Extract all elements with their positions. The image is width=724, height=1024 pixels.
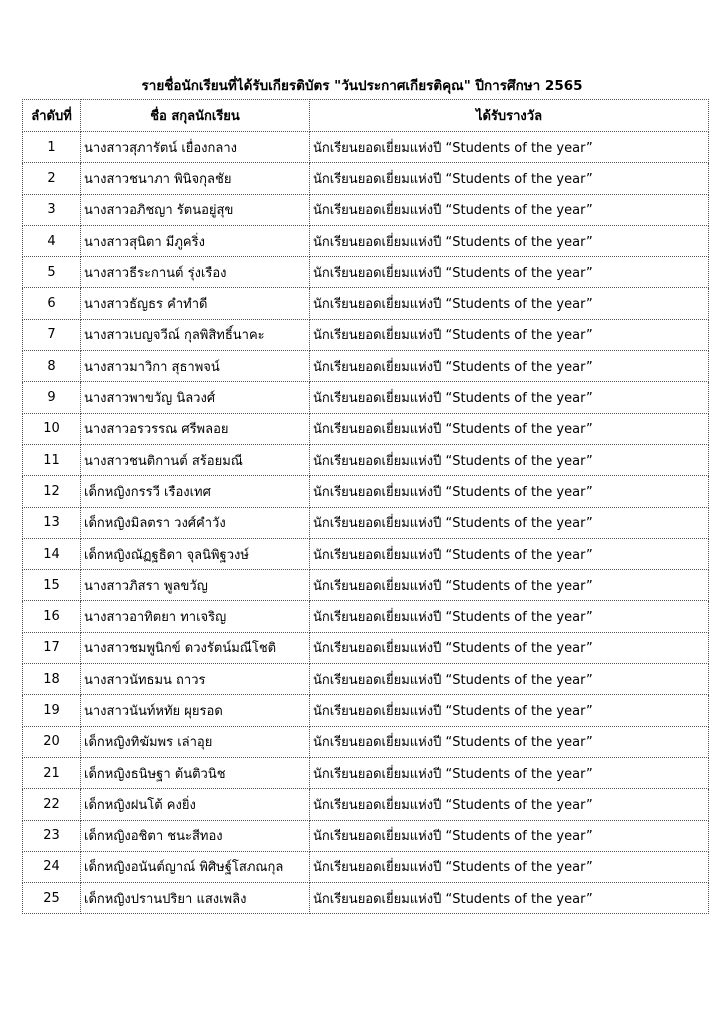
table-row (23, 132, 709, 163)
student-name: เด็กหญิงฝนโต้ คงยิ่ง (81, 789, 310, 820)
award-text: นักเรียนยอดเยี่ยมแห่งปี “Students of the year” (310, 413, 709, 444)
table-row (23, 163, 709, 194)
table-row (23, 601, 709, 632)
award-text: นักเรียนยอดเยี่ยมแห่งปี “Students of the year” (310, 319, 709, 350)
row-number: 6 (23, 288, 81, 319)
student-name: เด็กหญิงมิลตรา วงศ์คำวัง (81, 507, 310, 538)
table-row (23, 444, 709, 475)
student-name: นางสาวเบญจวีณ์ กุลพิสิทธิ์นาคะ (81, 319, 310, 350)
row-number: 1 (23, 132, 81, 163)
student-name: นางสาวมาวิกา สุธาพจน์ (81, 351, 310, 382)
student-name: เด็กหญิงณัฏฐธิดา จุลนิพิฐวงษ์ (81, 538, 310, 569)
student-name: นางสาวภิสรา พูลขวัญ (81, 570, 310, 601)
award-text: นักเรียนยอดเยี่ยมแห่งปี “Students of the year” (310, 194, 709, 225)
student-name: นางสาวอรวรรณ ศรีพลอย (81, 413, 310, 444)
row-number: 5 (23, 257, 81, 288)
row-number: 8 (23, 351, 81, 382)
award-text: นักเรียนยอดเยี่ยมแห่งปี “Students of the year” (310, 570, 709, 601)
student-name: เด็กหญิงธนิษฐา ต้นติวนิช (81, 757, 310, 788)
award-text: นักเรียนยอดเยี่ยมแห่งปี “Students of the year” (310, 757, 709, 788)
row-number: 25 (23, 883, 81, 914)
row-number: 14 (23, 538, 81, 569)
award-text: นักเรียนยอดเยี่ยมแห่งปี “Students of the year” (310, 695, 709, 726)
row-number: 21 (23, 757, 81, 788)
table-row (23, 413, 709, 444)
award-text: นักเรียนยอดเยี่ยมแห่งปี “Students of the year” (310, 726, 709, 757)
row-number: 16 (23, 601, 81, 632)
award-text: นักเรียนยอดเยี่ยมแห่งปี “Students of the year” (310, 789, 709, 820)
table-header-row (23, 100, 709, 132)
award-text: นักเรียนยอดเยี่ยมแห่งปี “Students of the year” (310, 382, 709, 413)
student-name: เด็กหญิงกรรวี เรืองเทศ (81, 476, 310, 507)
award-text: นักเรียนยอดเยี่ยมแห่งปี “Students of the year” (310, 351, 709, 382)
student-name: นางสาวสุภารัตน์ เยื่องกลาง (81, 132, 310, 163)
award-text: นักเรียนยอดเยี่ยมแห่งปี “Students of the year” (310, 257, 709, 288)
award-text: นักเรียนยอดเยี่ยมแห่งปี “Students of the year” (310, 132, 709, 163)
award-text: นักเรียนยอดเยี่ยมแห่งปี “Students of the year” (310, 538, 709, 569)
award-text: นักเรียนยอดเยี่ยมแห่งปี “Students of the year” (310, 601, 709, 632)
row-number: 19 (23, 695, 81, 726)
document-title: รายชื่อนักเรียนที่ได้รับเกียรติบัตร "วันประกาศเกียรติคุณ" ปีการศึกษา 2565 (141, 78, 583, 94)
row-number: 18 (23, 664, 81, 695)
row-number: 9 (23, 382, 81, 413)
award-text: นักเรียนยอดเยี่ยมแห่งปี “Students of the year” (310, 820, 709, 851)
header-name: ชื่อ สกุลนักเรียน (81, 100, 310, 132)
row-number: 23 (23, 820, 81, 851)
row-number: 3 (23, 194, 81, 225)
table-row (23, 820, 709, 851)
student-name: นางสาวธีระกานต์ รุ่งเรือง (81, 257, 310, 288)
table-row (23, 851, 709, 882)
student-name: นางสาวชนติกานต์ สร้อยมณี (81, 444, 310, 475)
table-row (23, 695, 709, 726)
table-row (23, 319, 709, 350)
award-text: นักเรียนยอดเยี่ยมแห่งปี “Students of the year” (310, 507, 709, 538)
header-number: ลำดับที่ (23, 100, 81, 132)
student-name: เด็กหญิงอนันต์ญาณ์ พิศิษฐ์โสภณกุล (81, 851, 310, 882)
table-row (23, 225, 709, 256)
student-name: นางสาวสุนิตา มีภูคริ่ง (81, 225, 310, 256)
award-text: นักเรียนยอดเยี่ยมแห่งปี “Students of the year” (310, 444, 709, 475)
row-number: 20 (23, 726, 81, 757)
award-text: นักเรียนยอดเยี่ยมแห่งปี “Students of the year” (310, 883, 709, 914)
table-row (23, 538, 709, 569)
student-name: นางสาวพาขวัญ นิลวงศ์ (81, 382, 310, 413)
award-text: นักเรียนยอดเยี่ยมแห่งปี “Students of the year” (310, 163, 709, 194)
table-row (23, 664, 709, 695)
student-name: นางสาวชมพูนิกข์ ดวงรัตน์มณีโชติ (81, 632, 310, 663)
student-name: นางสาวธัญธร คำทำดี (81, 288, 310, 319)
table-body (23, 132, 709, 914)
table-row (23, 632, 709, 663)
table-row (23, 194, 709, 225)
award-text: นักเรียนยอดเยี่ยมแห่งปี “Students of the year” (310, 225, 709, 256)
row-number: 4 (23, 225, 81, 256)
student-name: เด็กหญิงปรานปริยา แสงเพลิง (81, 883, 310, 914)
table-row (23, 883, 709, 914)
student-name: นางสาวอภิชญา รัตนอยู่สุข (81, 194, 310, 225)
table-row (23, 789, 709, 820)
student-name: เด็กหญิงอชิตา ชนะสีทอง (81, 820, 310, 851)
table-row (23, 507, 709, 538)
student-name: นางสาวชนาภา พินิจกุลชัย (81, 163, 310, 194)
row-number: 7 (23, 319, 81, 350)
row-number: 11 (23, 444, 81, 475)
student-name: นางสาวนันท์หทัย ผุยรอด (81, 695, 310, 726)
row-number: 24 (23, 851, 81, 882)
table-row (23, 726, 709, 757)
table-row (23, 257, 709, 288)
table-row (23, 757, 709, 788)
table-row (23, 570, 709, 601)
student-name: นางสาวนัทธมน ถาวร (81, 664, 310, 695)
table-row (23, 351, 709, 382)
table-row (23, 288, 709, 319)
row-number: 2 (23, 163, 81, 194)
table-row (23, 476, 709, 507)
row-number: 10 (23, 413, 81, 444)
student-name: นางสาวอาทิตยา ทาเจริญ (81, 601, 310, 632)
student-name: เด็กหญิงทิฆัมพร เล่าอุย (81, 726, 310, 757)
award-text: นักเรียนยอดเยี่ยมแห่งปี “Students of the year” (310, 476, 709, 507)
table-row (23, 382, 709, 413)
row-number: 22 (23, 789, 81, 820)
row-number: 15 (23, 570, 81, 601)
row-number: 17 (23, 632, 81, 663)
award-text: นักเรียนยอดเยี่ยมแห่งปี “Students of the year” (310, 851, 709, 882)
award-text: นักเรียนยอดเยี่ยมแห่งปี “Students of the year” (310, 632, 709, 663)
award-text: นักเรียนยอดเยี่ยมแห่งปี “Students of the year” (310, 664, 709, 695)
row-number: 12 (23, 476, 81, 507)
award-text: นักเรียนยอดเยี่ยมแห่งปี “Students of the year” (310, 288, 709, 319)
award-table (22, 99, 709, 914)
row-number: 13 (23, 507, 81, 538)
header-award: ได้รับรางวัล (310, 100, 709, 132)
